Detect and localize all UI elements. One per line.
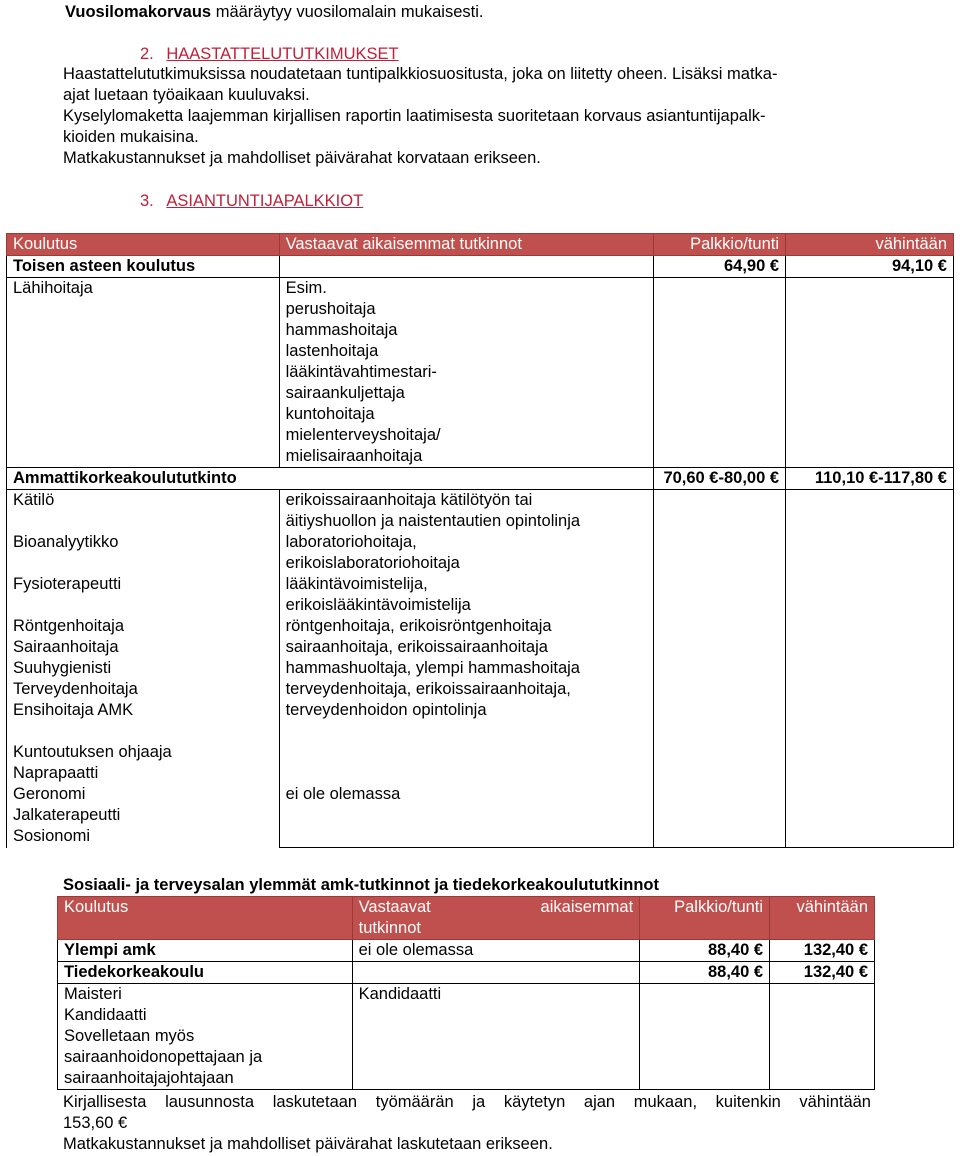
list-item: hammashoitaja	[285, 321, 398, 339]
list-item: äitiyshuollon ja naistentautien opintolinja	[285, 512, 581, 530]
list-item: lääkintävahtimestari-	[285, 363, 437, 381]
list-item: erikoislääkintävoimistelija	[285, 596, 471, 614]
header-palkkio: Palkkio/tunti	[640, 897, 770, 940]
table-row-amk	[7, 468, 954, 490]
header-vastaavat	[352, 897, 640, 940]
list-item: lastenhoitaja	[285, 342, 379, 360]
row-vastaavat: ei ole olemassa	[352, 940, 640, 962]
row-empty-cell	[786, 490, 954, 848]
section-3-heading	[140, 191, 363, 212]
section-2-line: ajat luetaan työaikaan kuuluvaksi.	[63, 86, 310, 104]
header-vastaavat-word: Vastaavat	[358, 898, 431, 916]
header-koulutus: Koulutus	[7, 234, 280, 256]
list-item: terveydenhoidon opintolinja	[285, 701, 487, 719]
row-palkkio: 88,40 €	[640, 940, 770, 962]
list-item: Fysioterapeutti	[13, 575, 122, 593]
list-item: laboratoriohoitaja,	[285, 533, 417, 551]
row-palkkio: 88,40 €	[640, 962, 770, 984]
section-2-number: 2.	[140, 45, 154, 63]
header-vastaavat-word: aikaisemmat	[540, 898, 634, 916]
list-item: Sosionomi	[13, 827, 91, 845]
row-empty-cell	[654, 278, 786, 468]
list-item: Ensihoitaja AMK	[13, 701, 134, 719]
row-vahintaan: 132,40 €	[770, 940, 875, 962]
list-item: Esim.	[285, 279, 327, 297]
row-empty-cell	[770, 984, 875, 1090]
list-item: sairaanhoitaja, erikoissairaanhoitaja	[285, 638, 548, 656]
fee-table-higher	[57, 896, 875, 1090]
list-item: mielisairaanhoitaja	[285, 447, 423, 465]
table-header-row	[7, 234, 954, 256]
row-vahintaan: 110,10 €-117,80 €	[786, 468, 954, 490]
intro-line	[65, 2, 483, 23]
list-item: erikoislaboratoriohoitaja	[285, 554, 460, 572]
row-palkkio: 64,90 €	[654, 256, 786, 278]
table-header-row	[58, 897, 875, 940]
amk-equivalents	[279, 490, 653, 848]
list-item: Kätilö	[13, 491, 55, 509]
list-item: Jalkaterapeutti	[13, 806, 121, 824]
header-palkkio: Palkkio/tunti	[654, 234, 786, 256]
row-label: Tiedekorkeakoulu	[58, 962, 353, 984]
section-2-title: HAASTATTELUTUTKIMUKSET	[166, 45, 399, 63]
amk-degree-names	[7, 490, 280, 848]
row-label: Ammattikorkeakoulututkinto	[7, 468, 654, 490]
row-vahintaan: 132,40 €	[770, 962, 875, 984]
footer-paragraph	[63, 1092, 871, 1155]
maisteri-degrees	[58, 984, 353, 1090]
maisteri-equivalent: Kandidaatti	[352, 984, 640, 1090]
row-empty-cell	[279, 256, 653, 278]
row-equivalents	[279, 278, 653, 468]
section-3-title: ASIANTUNTIJAPALKKIOT	[166, 192, 364, 210]
row-palkkio: 70,60 €-80,00 €	[654, 468, 786, 490]
table-row-amk-degrees	[7, 490, 954, 848]
section-2-line: Haastattelututkimuksissa noudatetaan tuntipalkkiosuositusta, joka on liitetty oheen. Lisäksi matka-	[63, 65, 778, 83]
section-3-number: 3.	[140, 192, 154, 210]
footer-line: Matkakustannukset ja mahdolliset päivärahat laskutetaan erikseen.	[63, 1135, 553, 1153]
footer-line: Kirjallisesta lausunnosta laskutetaan työmäärän ja käytetyn ajan mukaan, kuitenkin vähintään	[63, 1093, 871, 1111]
list-item: hammashuoltaja, ylempi hammashoitaja	[285, 659, 580, 677]
list-item: sairaanhoidonopettajaan ja	[64, 1048, 263, 1066]
list-item: Bioanalyytikko	[13, 533, 119, 551]
list-item: Kuntoutuksen ohjaaja	[13, 743, 172, 761]
higher-degrees-title: Sosiaali- ja terveysalan ylemmät amk-tutkinnot ja tiedekorkeakoulututkinnot	[63, 876, 660, 894]
list-item	[13, 595, 273, 616]
table-row-lahihoitaja	[7, 278, 954, 468]
list-item: mielenterveyshoitaja/	[285, 426, 441, 444]
row-empty-cell	[352, 962, 640, 984]
section-2-line: Kyselylomaketta laajemman kirjallisen raportin laatimisesta suoritetaan korvaus asiantuntijapalk-	[63, 107, 766, 125]
list-item: Sairaanhoitaja	[13, 638, 119, 656]
intro-bold-lead: Vuosilomakorvaus	[65, 3, 212, 21]
list-item: Sovelletaan myös	[64, 1027, 195, 1045]
row-label: Ylempi amk	[58, 940, 353, 962]
list-item: sairaanhoitajajohtajaan	[64, 1069, 234, 1087]
list-item: Geronomi	[13, 785, 86, 803]
list-item: Terveydenhoitaja	[13, 680, 138, 698]
list-item: lääkintävoimistelija,	[285, 575, 428, 593]
list-item: terveydenhoitaja, erikoissairaanhoitaja,	[285, 680, 571, 698]
section-2-line: Matkakustannukset ja mahdolliset päivärahat korvataan erikseen.	[63, 149, 541, 167]
list-item: ei ole olemassa	[285, 785, 401, 803]
list-item: kuntohoitaja	[285, 405, 375, 423]
fee-table-main	[6, 233, 954, 848]
list-item: Naprapaatti	[13, 764, 99, 782]
section-2-body	[63, 64, 873, 169]
list-item: Kandidaatti	[64, 1006, 147, 1024]
section-2-line: kioiden mukaisina.	[63, 128, 199, 146]
list-item: Maisteri	[64, 985, 122, 1003]
row-empty-cell	[640, 984, 770, 1090]
table-row-toisen-asteen	[7, 256, 954, 278]
list-item: erikoissairaanhoitaja kätilötyön tai	[285, 491, 533, 509]
header-vahintaan: vähintään	[770, 897, 875, 940]
table-row-ylempi-amk	[58, 940, 875, 962]
header-vahintaan: vähintään	[786, 234, 954, 256]
header-vastaavat: Vastaavat aikaisemmat tutkinnot	[279, 234, 653, 256]
table-row-maisteri	[58, 984, 875, 1090]
list-item: Röntgenhoitaja	[13, 617, 125, 635]
header-koulutus: Koulutus	[58, 897, 353, 940]
table-row-tiedekorkeakoulu	[58, 962, 875, 984]
row-vahintaan: 94,10 €	[786, 256, 954, 278]
list-item: sairaankuljettaja	[285, 384, 405, 402]
row-label: Toisen asteen koulutus	[7, 256, 280, 278]
intro-rest: määräytyy vuosilomalain mukaisesti.	[211, 3, 484, 21]
list-item: röntgenhoitaja, erikoisröntgenhoitaja	[285, 617, 552, 635]
list-item: perushoitaja	[285, 300, 376, 318]
row-empty-cell	[654, 490, 786, 848]
list-item	[13, 553, 273, 574]
row-empty-cell	[786, 278, 954, 468]
header-vastaavat-word: tutkinnot	[358, 919, 421, 937]
footer-line: 153,60 €	[63, 1114, 128, 1132]
section-2-heading	[140, 44, 399, 65]
list-item: Suuhygienisti	[13, 659, 112, 677]
list-item	[13, 511, 273, 532]
row-label: Lähihoitaja	[7, 278, 280, 468]
